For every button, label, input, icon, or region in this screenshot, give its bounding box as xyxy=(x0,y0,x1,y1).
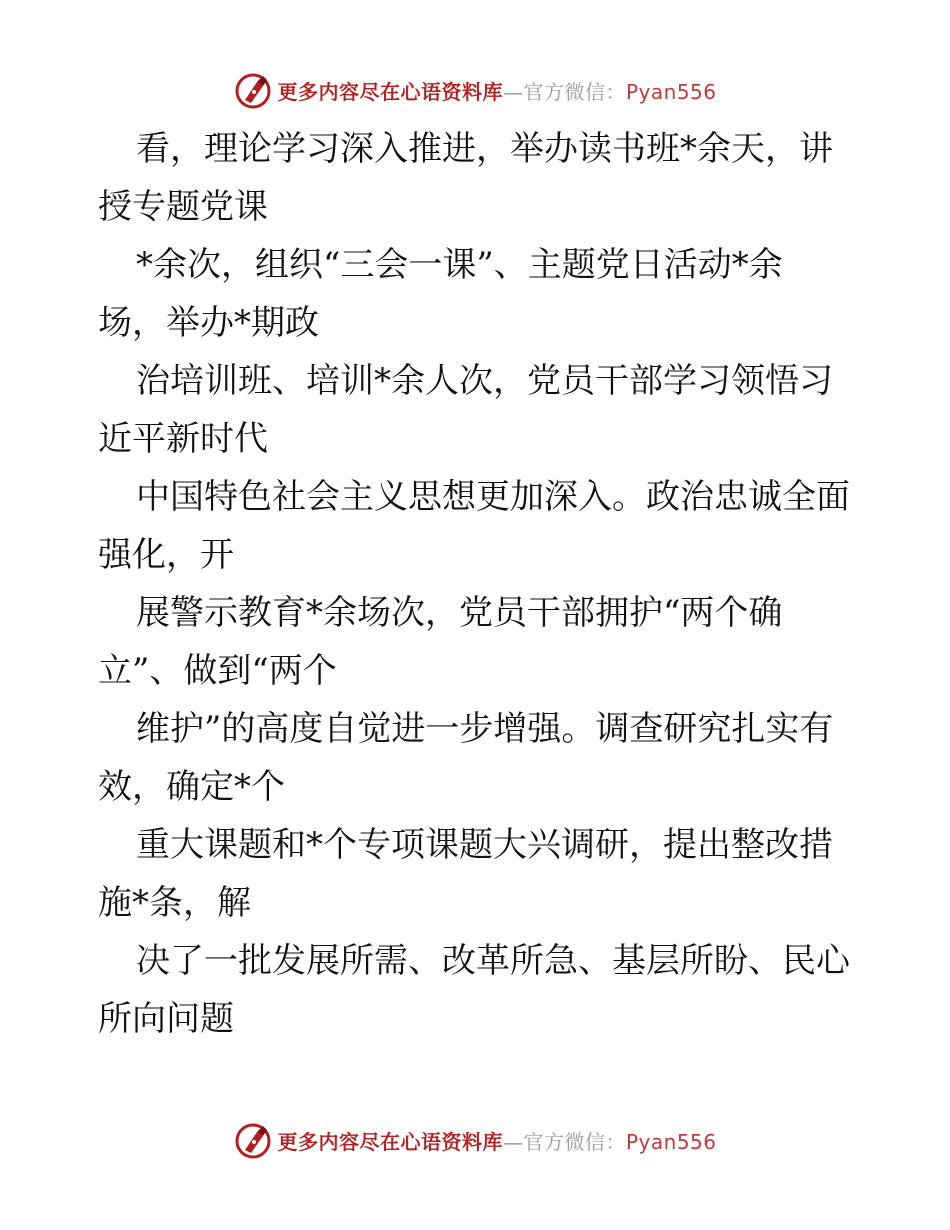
footer-brand: 更多内容尽在心语资料库 xyxy=(277,1129,503,1154)
body-line: 所向问题 xyxy=(98,999,234,1039)
body-line: *余次，组织“三会一课”、主题党日活动*余 xyxy=(136,245,783,285)
footer-label: 官方微信： xyxy=(523,1129,626,1154)
header-text xyxy=(277,76,716,105)
body-line: 效，确定*个 xyxy=(98,767,285,807)
body-line: 看，理论学习深入推进，举办读书班*余天，讲 xyxy=(136,129,833,169)
header-dash: — xyxy=(502,79,524,104)
footer-dash: — xyxy=(502,1129,524,1154)
document-body xyxy=(98,120,858,1048)
footer-text xyxy=(277,1126,716,1155)
body-line: 立”、做到“两个 xyxy=(98,651,337,691)
footer-banner xyxy=(0,1118,950,1162)
body-line: 治培训班、培训*余人次，党员干部学习领悟习 xyxy=(136,361,833,401)
body-line: 近平新时代 xyxy=(98,419,268,459)
body-line: 施*条，解 xyxy=(98,883,251,923)
body-line: 强化，开 xyxy=(98,535,234,575)
header-label: 官方微信： xyxy=(523,79,626,104)
body-line: 维护”的高度自觉进一步增强。调查研究扎实有 xyxy=(136,709,834,749)
header-brand: 更多内容尽在心语资料库 xyxy=(277,79,503,104)
body-line: 展警示教育*余场次，党员干部拥护“两个确 xyxy=(136,593,783,633)
body-line: 授专题党课 xyxy=(98,187,268,227)
body-line: 中国特色社会主义思想更加深入。政治忠诚全面 xyxy=(136,477,850,517)
fountain-pen-logo-icon xyxy=(233,1120,273,1160)
footer-wechat-id: Pyan556 xyxy=(625,1129,717,1154)
body-line: 决了一批发展所需、改革所急、基层所盼、民心 xyxy=(136,941,850,981)
header-banner xyxy=(0,68,950,112)
body-line: 场，举办*期政 xyxy=(98,303,319,343)
header-wechat-id: Pyan556 xyxy=(625,79,717,104)
fountain-pen-logo-icon xyxy=(233,70,273,110)
body-line: 重大课题和*个专项课题大兴调研，提出整改措 xyxy=(136,825,833,865)
